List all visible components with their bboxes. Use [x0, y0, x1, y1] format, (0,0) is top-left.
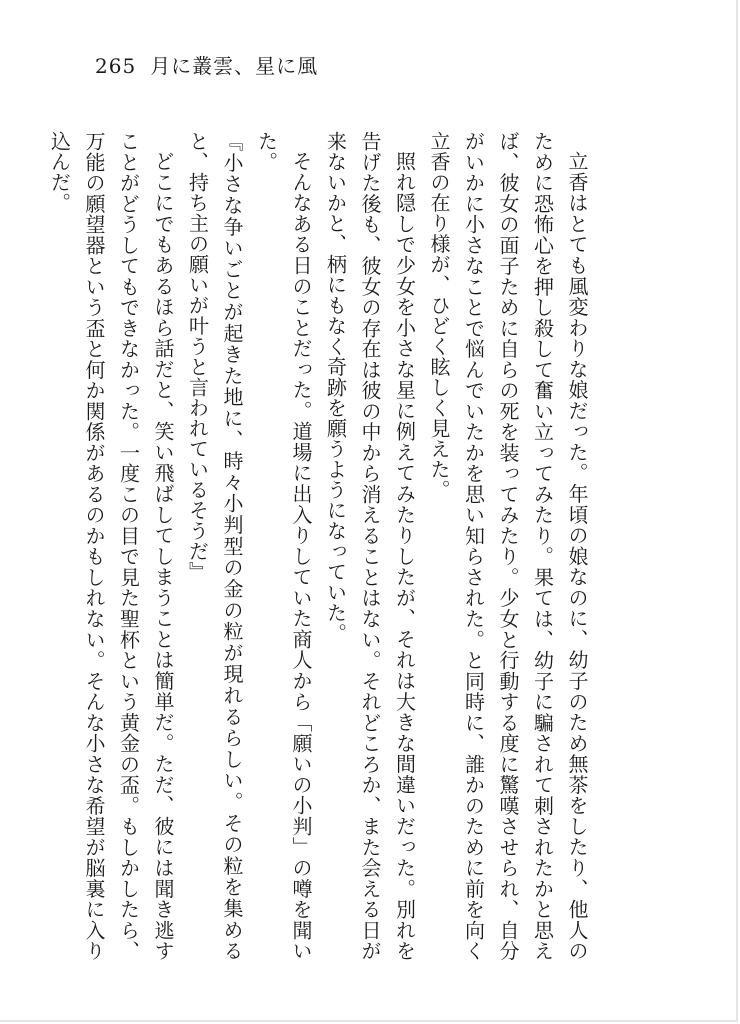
running-header: [95, 50, 318, 80]
quoted-rumor: 『小さな争いごとが起きた地に、時々小判型の金の粒が現れるらしい。その粒を集めると、持ち主の願いが叶うと言われているそうだ』: [185, 131, 244, 961]
paragraph-2: 照れ隠しで少女を小さな星に例えてみたりしたが、それは大きな間違いだった。別れを告げた後も、彼女の存在は彼の中から消えることはない。それどころか、また会える日が来ないかと、柄にもなく奇跡を願うようになっていた。: [323, 131, 417, 961]
paragraph-1: 立香はとても風変わりな娘だった。年頃の娘なのに、幼子のため無茶をしたり、他人のために恐怖心を押し殺して奮い立ってみたり。果ては、幼子に騙されて刺されたかと思えば、彼女の面子ために自らの死を装ってみたり。少女と行動する度に驚嘆させられ、自分がいかに小さなことで悩んでいたかを思い知らされた。と同時に、誰かのために前を向く立香の在り様が、ひどく眩しく見えた。: [427, 131, 589, 961]
paragraph-5: どこにでもあるほら話だと、笑い飛ばしてしまうことは簡単だ。ただ、彼には聞き逃すことがどうしてもできなかった。一度この目で見た聖杯という黄金の盃。もしかしたら、万能の願望器という盃と何か関係があるのかもしれない。そんな小さな希望が脳裏に入り込んだ。: [47, 131, 175, 961]
paragraph-3: そんなある日のことだった。道場に出入りしていた商人から「願いの小判」の噂を聞いた。: [254, 131, 313, 961]
chapter-title: 月に叢雲、星に風: [150, 54, 319, 78]
page-number: 265: [95, 54, 137, 78]
body-text: [47, 131, 594, 961]
